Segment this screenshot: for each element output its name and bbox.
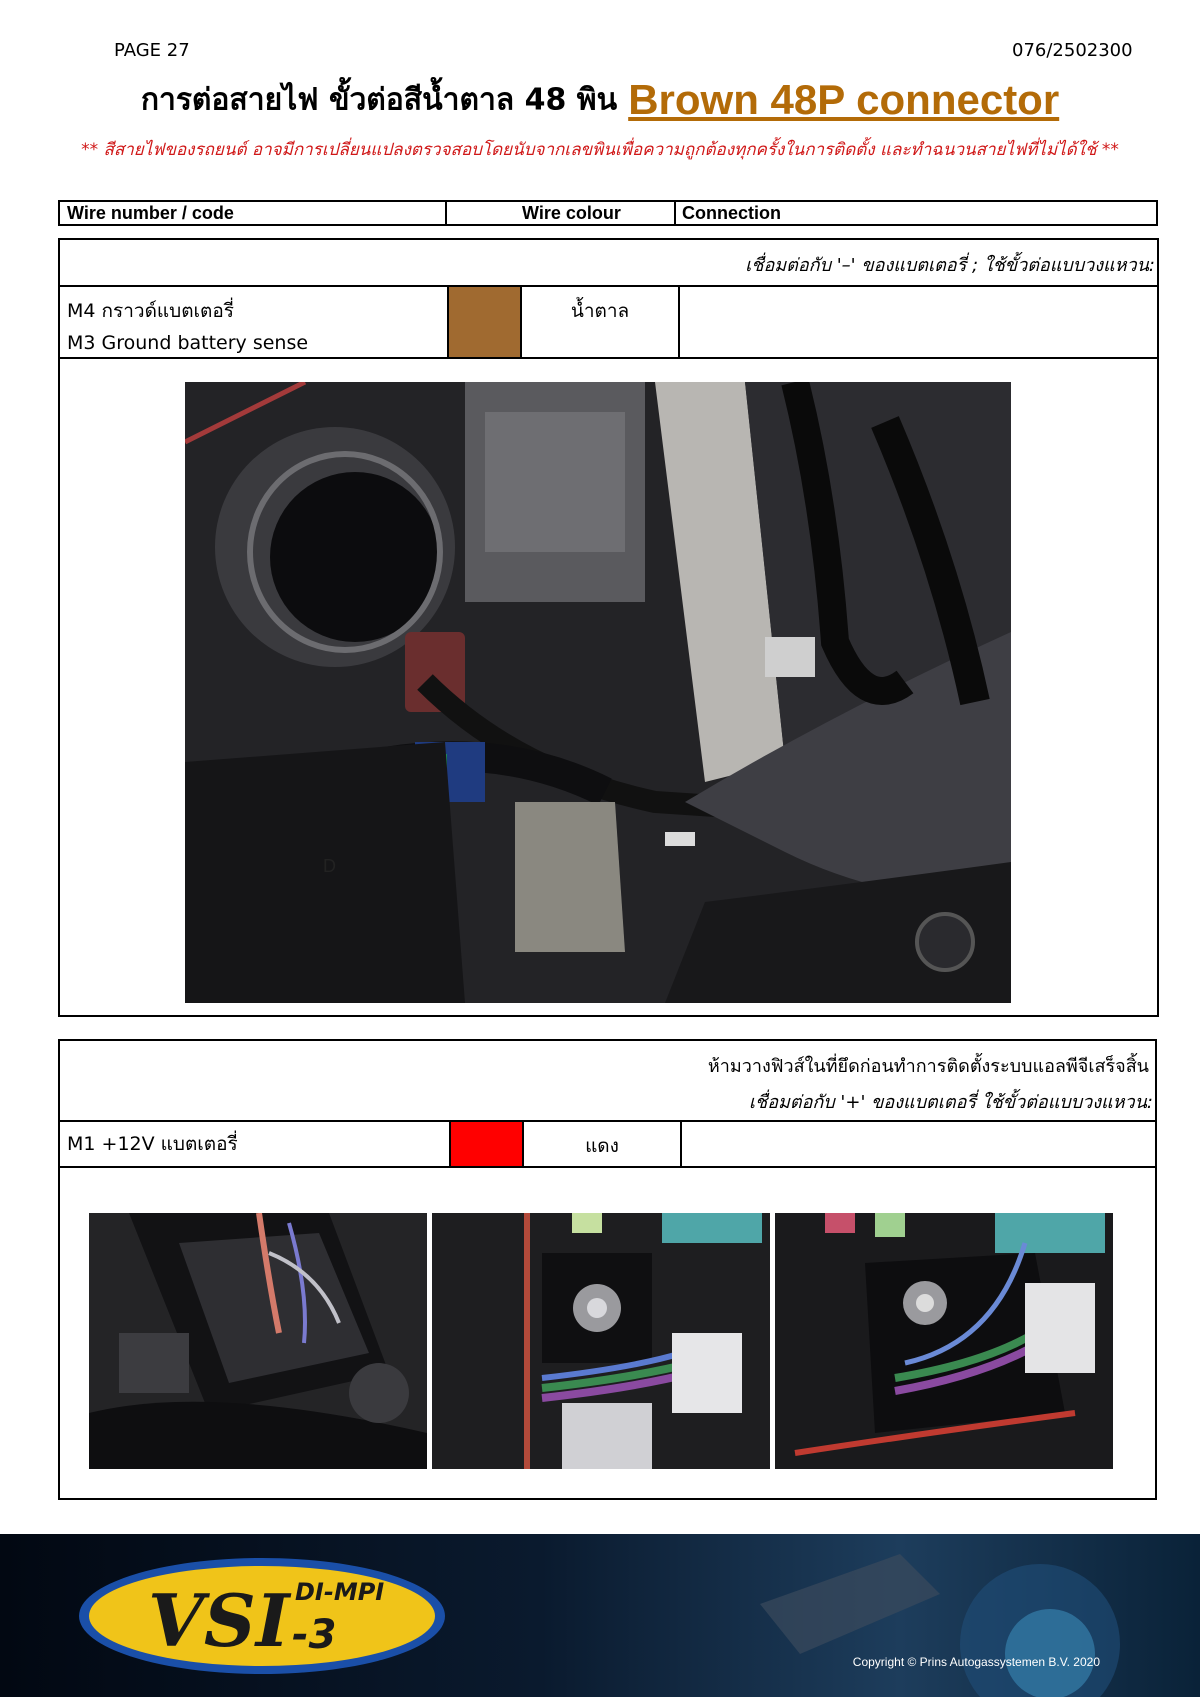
col-wire-colour: Wire colour [522,203,621,223]
col-connection: Connection [682,203,781,223]
engine-bay-illustration [185,382,1011,1003]
wire-color-notice: ** สีสายไฟของรถยนต์ อาจมีการเปลี่ยนแปลงตรวจสอบโดยนับจากเลขพินเพื่อความถูกต้องทุกครั้งในการติดตั้ง และทำฉนวนสายไฟที่ไม่ได้ใช้ ** [81,140,1119,160]
divider [680,1120,682,1166]
footer-banner [0,1534,1200,1697]
fuse-box-photo-3 [775,1213,1113,1469]
divider [674,202,676,224]
logo-di-mpi: DI-MPI [295,1578,385,1606]
colour-swatch-red [451,1122,522,1166]
colour-name-red: แดง [585,1135,619,1157]
fuse-box-photo-2 [432,1213,770,1469]
divider [445,202,447,224]
logo-vsi: VSI [148,1578,290,1663]
instruction-fuse: ห้ามวางฟิวส์ในที่ยึดก่อนทำการติดตั้งระบบแอลพีจีเสร็จสิ้น [707,1056,1149,1077]
col-wire-number: Wire number / code [67,203,234,223]
divider [60,1166,1155,1168]
copyright-text: Copyright © Prins Autogassystemen B.V. 2020 [852,1655,1100,1669]
vsi-logo [79,1558,445,1674]
photo-label-d: D [323,856,336,876]
divider [678,285,680,357]
table-header [58,200,1158,226]
divider [60,357,1157,359]
section-positive [58,1039,1157,1500]
colour-name-brown: น้ำตาล [570,300,630,322]
divider [60,285,1157,287]
colour-swatch-brown [449,287,520,357]
fuse-box-illustration-3 [775,1213,1113,1469]
title-english: Brown 48P connector [628,76,1060,123]
fuse-box-illustration-1 [89,1213,427,1469]
wire-code-m4: M4 กราวด์แบตเตอรี่ [67,300,235,322]
engine-bay-photo [185,382,1011,1003]
page-title [0,76,1200,124]
title-thai: การต่อสายไฟ ขั้วต่อสีน้ำตาล 48 พิน [140,82,618,118]
instruction-positive: เชื่อมต่อกับ '+' ของแบตเตอรี่ ใช้ขั้วต่อแบบวงแหวน: [748,1092,1153,1113]
instruction-ground: เชื่อมต่อกับ '–' ของแบตเตอรี่ ; ใช้ขั้วต่อแบบวงแหวน: [745,255,1155,276]
divider [60,1120,1155,1122]
wire-code-m3: M3 Ground battery sense [67,332,309,354]
page-number: PAGE 27 [114,40,190,61]
footer-illustration [0,1534,1200,1697]
fuse-box-illustration-2 [432,1213,770,1469]
document-number: 076/2502300 [1012,40,1133,61]
fuse-box-photo-1 [89,1213,427,1469]
section-ground [58,238,1159,1017]
logo-three: -3 [292,1612,337,1658]
wire-code-m1: M1 +12V แบตเตอรี่ [67,1133,238,1155]
